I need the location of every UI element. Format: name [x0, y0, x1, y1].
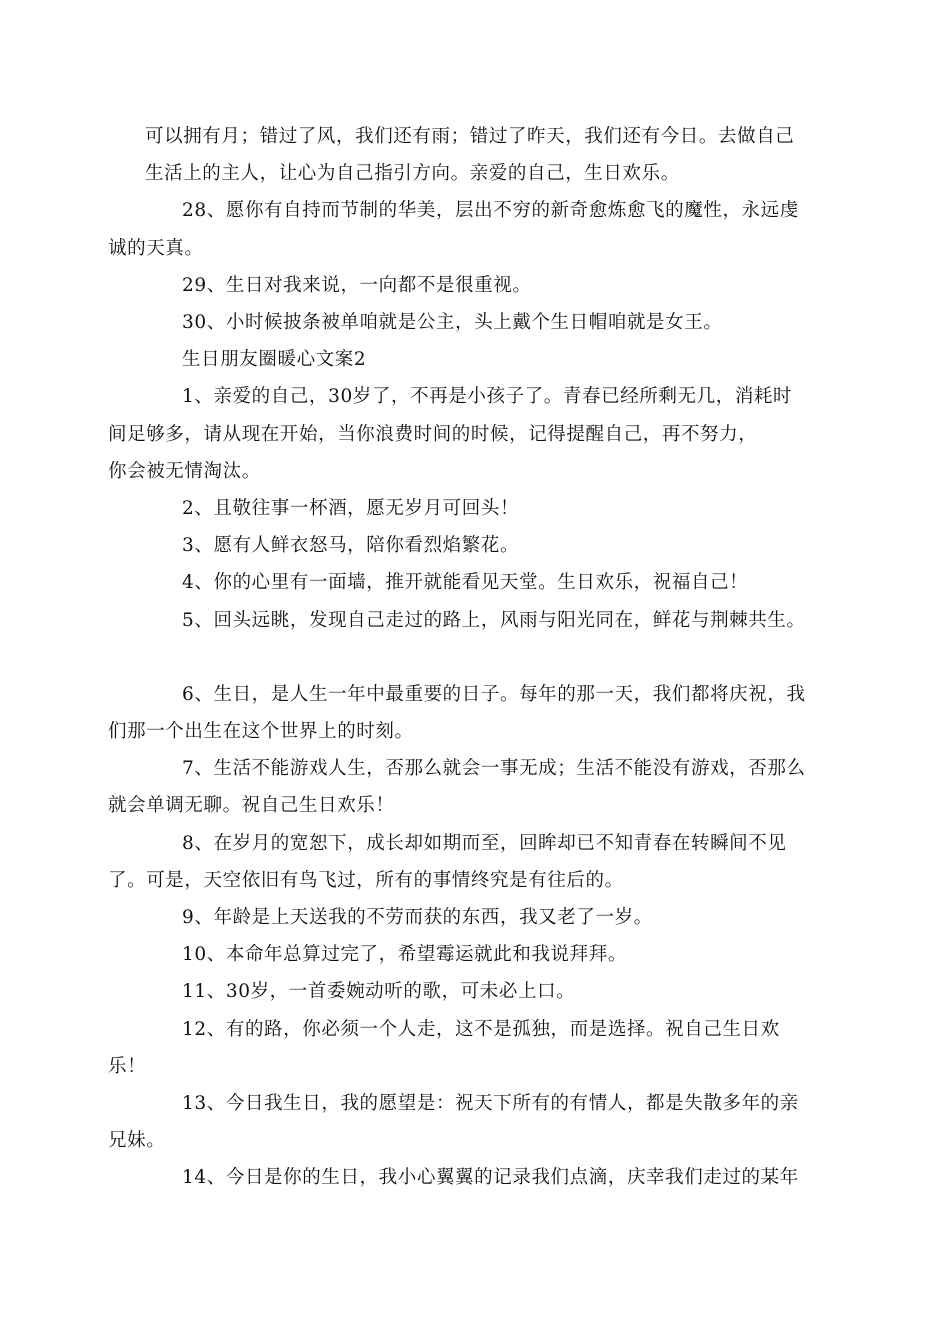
paragraph-item-9 [145, 899, 807, 936]
text-line: 13、今日我生日，我的愿望是：祝天下所有的有情人，都是失散多年的亲 [182, 1093, 799, 1115]
paragraph-item-8 [108, 825, 807, 899]
paragraph-item-29 [145, 267, 807, 304]
text-line: 乐！ [108, 1055, 147, 1077]
text-line: 28、愿你有自持而节制的华美，层出不穷的新奇愈炼愈飞的魔性，永远虔 [182, 200, 799, 222]
text-line: 可以拥有月；错过了风，我们还有雨；错过了昨天，我们还有今日。去做自己 [145, 126, 795, 147]
text-line: 1、亲爱的自己，30岁了，不再是小孩子了。青春已经所剩无几，消耗时 [182, 386, 793, 408]
text-line: 11、30岁，一首委婉动听的歌，可未必上口。 [182, 981, 576, 1003]
paragraph-item-28 [108, 192, 807, 266]
paragraph-item-5 [145, 602, 807, 639]
text-line: 14、今日是你的生日，我小心翼翼的记录我们点滴，庆幸我们走过的某年 [182, 1167, 799, 1189]
text-line: 5、回头远眺，发现自己走过的路上，风雨与阳光同在，鲜花与荆棘共生。 [182, 609, 806, 631]
section-heading-text: 生日朋友圈暖心文案2 [182, 349, 367, 371]
text-line: 3、愿有人鲜衣怒马，陪你看烈焰繁花。 [182, 535, 520, 557]
blank-line [145, 639, 807, 676]
text-line: 就会单调无聊。祝自己生日欢乐！ [108, 795, 395, 817]
text-line: 诚的天真。 [108, 237, 204, 259]
paragraph-item-6 [108, 676, 807, 750]
text-line: 9、年龄是上天送我的不劳而获的东西，我又老了一岁。 [182, 907, 653, 929]
text-line: 间足够多，请从现在开始，当你浪费时间的时候，记得提醒自己，再不努力， [108, 423, 758, 445]
text-line: 8、在岁月的宽恕下，成长却如期而至，回眸却已不知青春在转瞬间不见 [182, 832, 787, 854]
paragraph-item-7 [108, 750, 807, 824]
text-line: 30、小时候披条被单咱就是公主，头上戴个生日帽咱就是女王。 [182, 312, 723, 334]
text-line: 10、本命年总算过完了，希望霉运就此和我说拜拜。 [182, 944, 627, 966]
text-line: 你会被无情淘汰。 [108, 460, 261, 482]
paragraph-item-11 [145, 973, 807, 1010]
paragraph-continuation [145, 118, 807, 192]
text-line: 6、生日，是人生一年中最重要的日子。每年的那一天，我们都将庆祝，我 [182, 683, 806, 705]
paragraph-item-12 [108, 1011, 807, 1085]
paragraph-item-3 [145, 527, 807, 564]
text-line: 29、生日对我来说，一向都不是很重视。 [182, 274, 532, 296]
text-line: 7、生活不能游戏人生，否那么就会一事无成；生活不能没有游戏，否那么 [182, 758, 806, 780]
text-line: 了。可是，天空依旧有鸟飞过，所有的事情终究是有往后的。 [108, 869, 624, 891]
document-body [108, 118, 807, 1197]
text-line: 们那一个出生在这个世界上的时刻。 [108, 721, 414, 743]
paragraph-item-10 [145, 936, 807, 973]
text-line: 12、有的路，你必须一个人走，这不是孤独，而是选择。祝自己生日欢 [182, 1018, 780, 1040]
paragraph-item-14 [145, 1159, 807, 1196]
paragraph-item-13 [108, 1085, 807, 1159]
text-line: 2、且敬往事一杯酒，愿无岁月可回头！ [182, 498, 520, 520]
paragraph-item-4 [145, 564, 807, 601]
paragraph-item-2 [145, 490, 807, 527]
text-line: 4、你的心里有一面墙，推开就能看见天堂。生日欢乐，祝福自己！ [182, 572, 749, 594]
paragraph-item-30 [145, 304, 807, 341]
section-heading [145, 341, 807, 378]
paragraph-item-1 [108, 378, 807, 490]
text-line: 生活上的主人，让心为自己指引方向。亲爱的自己，生日欢乐。 [145, 163, 680, 185]
text-line: 兄妹。 [108, 1130, 166, 1152]
